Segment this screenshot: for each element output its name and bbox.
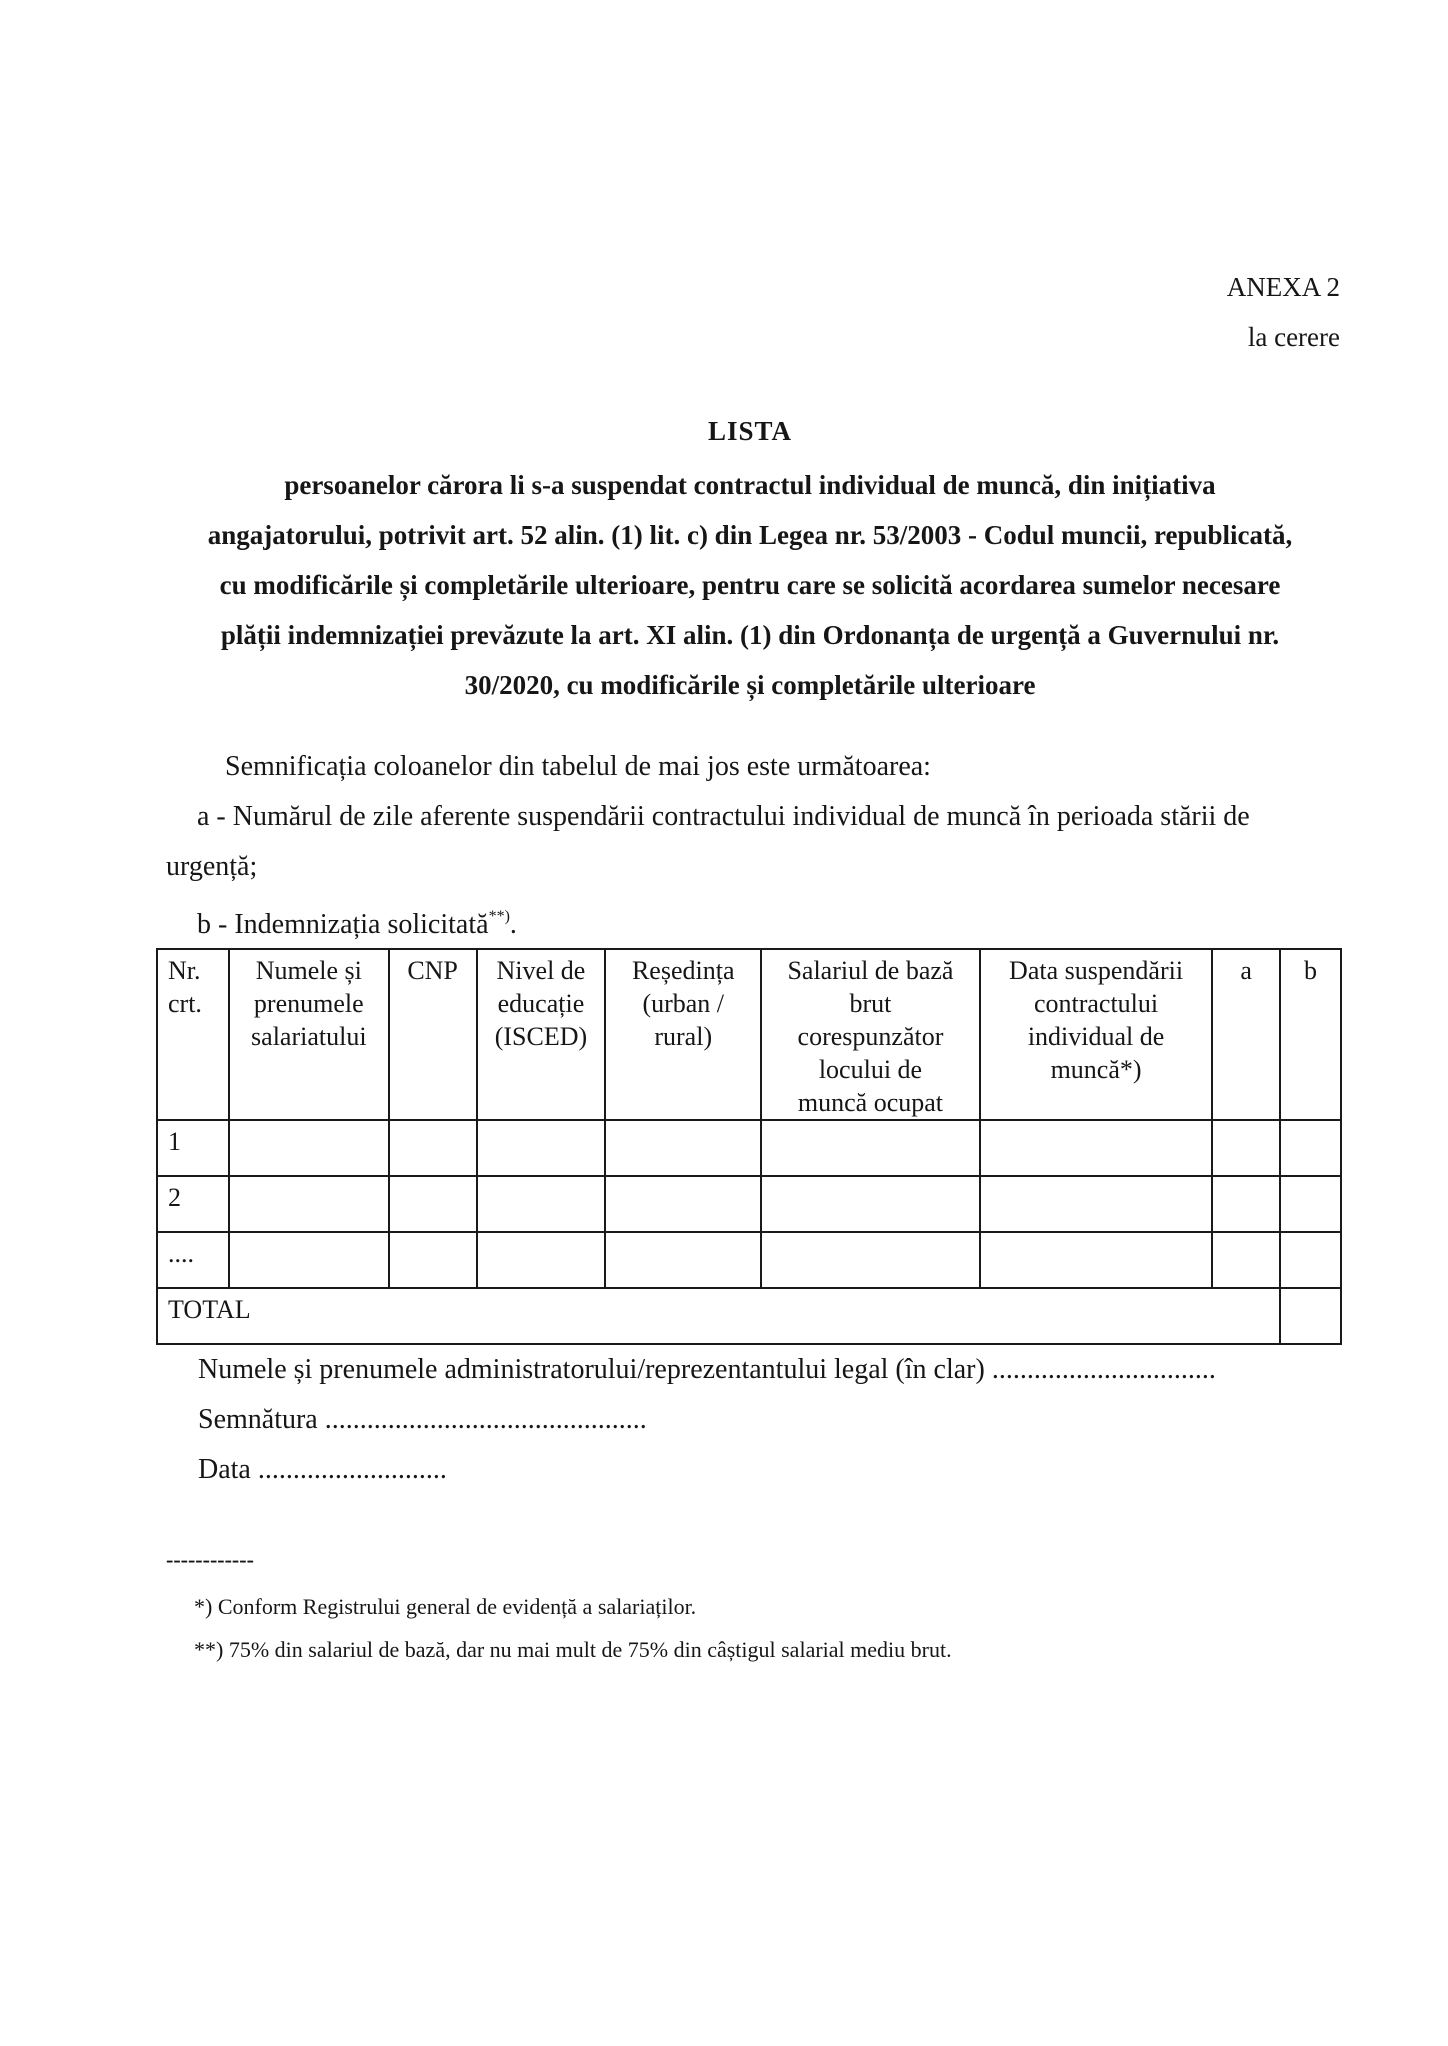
header-education: Nivel de educație (ISCED) <box>477 949 606 1120</box>
cell-total-b <box>1280 1288 1341 1344</box>
cell-name <box>229 1176 389 1232</box>
header-b: b <box>1280 949 1341 1120</box>
cell-a <box>1212 1120 1280 1176</box>
legend-a-line2: urgență; <box>166 851 258 882</box>
legend-b-end: . <box>509 909 517 940</box>
legend-a-line1: a - Numărul de zile aferente suspendării contractului individual de muncă în perioada stării de <box>197 801 1250 832</box>
header-suspension-date: Data suspendării contractului individual de muncă*) <box>980 949 1213 1120</box>
footnote-separator: ------------ <box>166 1547 254 1572</box>
column-legend <box>166 742 1296 950</box>
cell-b <box>1280 1120 1341 1176</box>
title-line-1: persoanelor cărora li s-a suspendat contractul individual de muncă, din inițiativa <box>284 470 1216 500</box>
header-nr: Nr. crt. <box>157 949 229 1120</box>
title-heading: LISTA <box>707 416 793 446</box>
administrator-name-dots: ................................ <box>991 1354 1216 1385</box>
cell-salary <box>761 1232 980 1288</box>
signature-block <box>198 1345 1216 1495</box>
total-label: TOTAL <box>157 1288 1280 1344</box>
administrator-name-label: Numele și prenumele administratorului/reprezentantului legal (în clar) <box>198 1354 985 1385</box>
table-header-row <box>157 949 1341 1120</box>
cell-education <box>477 1120 606 1176</box>
table-total-row <box>157 1288 1341 1344</box>
header-name: Numele și prenumele salariatului <box>229 949 389 1120</box>
legend-b <box>166 892 1296 950</box>
cell-education <box>477 1176 606 1232</box>
cell-education <box>477 1232 606 1288</box>
signature-line <box>198 1395 1216 1445</box>
cell-name <box>229 1120 389 1176</box>
title-line-3: cu modificările și completările ulterioare, pentru care se solicită acordarea sumelor necesare <box>219 570 1281 600</box>
cell-residence <box>605 1120 761 1176</box>
legend-b-footnote-mark: **) <box>488 908 510 925</box>
signature-label: Semnătura <box>198 1404 318 1435</box>
row-number: .... <box>157 1232 229 1288</box>
cell-a <box>1212 1232 1280 1288</box>
annex-label-block <box>1227 262 1340 362</box>
header-salary: Salariul de bază brut corespunzător locului de muncă ocupat <box>761 949 980 1120</box>
footnotes <box>166 1545 952 1671</box>
title-line-2: angajatorului, potrivit art. 52 alin. (1) lit. c) din Legea nr. 53/2003 - Codul muncii, republicată, <box>207 520 1293 550</box>
date-dots: ........................... <box>257 1454 447 1485</box>
annex-sublabel: la cerere <box>1247 322 1340 352</box>
footnote-1: *) Conform Registrului general de evidență a salariaților. <box>194 1594 697 1619</box>
title-line-5: 30/2020, cu modificările și completările ulterioare <box>464 670 1036 700</box>
cell-salary <box>761 1176 980 1232</box>
cell-salary <box>761 1120 980 1176</box>
header-a: a <box>1212 949 1280 1120</box>
document-title <box>150 406 1350 710</box>
cell-residence <box>605 1232 761 1288</box>
administrator-name-line <box>198 1345 1216 1395</box>
table-row <box>157 1176 1341 1232</box>
legend-b-text: b - Indemnizația solicitată <box>197 909 489 940</box>
table-row <box>157 1232 1341 1288</box>
cell-suspension-date <box>980 1232 1213 1288</box>
legend-intro: Semnificația coloanelor din tabelul de mai jos este următoarea: <box>225 751 931 782</box>
annex-label: ANEXA 2 <box>1226 272 1340 302</box>
cell-cnp <box>389 1176 477 1232</box>
signature-dots: .............................................. <box>324 1404 647 1435</box>
title-line-4: plății indemnizației prevăzute la art. XI alin. (1) din Ordonanța de urgență a Guvernului nr. <box>220 620 1280 650</box>
row-number: 1 <box>157 1120 229 1176</box>
cell-cnp <box>389 1232 477 1288</box>
cell-cnp <box>389 1120 477 1176</box>
cell-b <box>1280 1176 1341 1232</box>
table-row <box>157 1120 1341 1176</box>
date-label: Data <box>198 1454 251 1485</box>
cell-suspension-date <box>980 1120 1213 1176</box>
header-cnp: CNP <box>389 949 477 1120</box>
cell-name <box>229 1232 389 1288</box>
cell-b <box>1280 1232 1341 1288</box>
cell-a <box>1212 1176 1280 1232</box>
employee-table <box>156 948 1342 1345</box>
header-residence: Reședința (urban / rural) <box>605 949 761 1120</box>
row-number: 2 <box>157 1176 229 1232</box>
footnote-2: **) 75% din salariul de bază, dar nu mai mult de 75% din câștigul salarial mediu brut. <box>194 1637 952 1662</box>
cell-suspension-date <box>980 1176 1213 1232</box>
date-line <box>198 1445 1216 1495</box>
cell-residence <box>605 1176 761 1232</box>
